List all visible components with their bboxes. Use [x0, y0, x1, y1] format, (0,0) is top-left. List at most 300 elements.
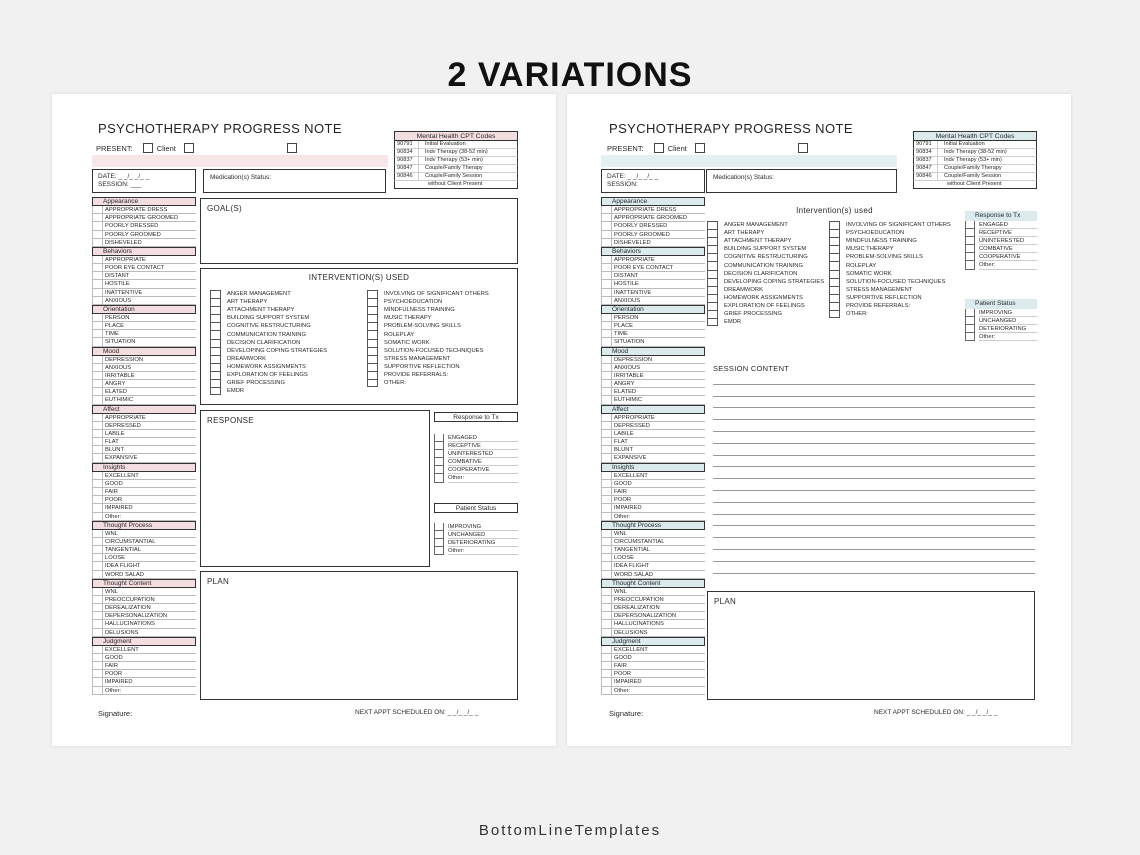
checklist-item[interactable] [92, 322, 196, 330]
checklist-item[interactable] [601, 538, 705, 546]
checkbox[interactable] [367, 314, 378, 322]
checkbox[interactable] [92, 422, 103, 429]
checkbox[interactable] [367, 363, 378, 371]
checklist-item[interactable] [92, 472, 196, 480]
date-session-box[interactable] [601, 169, 705, 193]
checklist-item[interactable] [92, 256, 196, 264]
option-item[interactable] [434, 466, 518, 474]
checkbox[interactable] [707, 245, 718, 253]
checkbox[interactable] [601, 504, 612, 511]
checkbox[interactable] [92, 687, 103, 694]
intervention-item[interactable] [210, 339, 327, 347]
response-box[interactable] [200, 410, 430, 567]
checklist-item[interactable] [601, 496, 705, 504]
option-item[interactable] [965, 317, 1037, 325]
checkbox[interactable] [601, 646, 612, 653]
checklist-item[interactable] [92, 562, 196, 570]
checklist-item[interactable] [92, 239, 196, 247]
checkbox[interactable] [210, 306, 221, 314]
checklist-item[interactable] [92, 438, 196, 446]
checkbox[interactable] [601, 256, 612, 263]
intervention-item[interactable] [707, 237, 824, 245]
checkbox[interactable] [92, 546, 103, 553]
present-checkbox-3[interactable] [798, 143, 808, 153]
checkbox[interactable] [92, 662, 103, 669]
checkbox[interactable] [601, 314, 612, 321]
checkbox[interactable] [367, 355, 378, 363]
intervention-item[interactable] [367, 314, 489, 322]
checkbox[interactable] [601, 380, 612, 387]
checklist-item[interactable] [92, 662, 196, 670]
checkbox[interactable] [92, 256, 103, 263]
checkbox[interactable] [707, 294, 718, 302]
checklist-item[interactable] [92, 372, 196, 380]
checkbox[interactable] [829, 237, 840, 245]
client-checkbox[interactable] [143, 143, 153, 153]
checkbox[interactable] [601, 454, 612, 461]
checklist-item[interactable] [92, 504, 196, 512]
checkbox[interactable] [92, 330, 103, 337]
checklist-item[interactable] [601, 646, 705, 654]
option-item[interactable] [965, 253, 1037, 261]
checklist-item[interactable] [601, 480, 705, 488]
checklist-item[interactable] [601, 662, 705, 670]
intervention-item[interactable] [367, 306, 489, 314]
checkbox[interactable] [92, 562, 103, 569]
checkbox[interactable] [829, 302, 840, 310]
checkbox[interactable] [92, 504, 103, 511]
intervention-item[interactable] [210, 330, 327, 338]
checklist-item[interactable] [92, 496, 196, 504]
intervention-item[interactable] [829, 221, 951, 229]
checkbox[interactable] [92, 530, 103, 537]
checkbox[interactable] [601, 297, 612, 304]
checkbox[interactable] [92, 264, 103, 271]
checklist-item[interactable] [601, 629, 705, 637]
checkbox[interactable] [707, 278, 718, 286]
intervention-item[interactable] [707, 310, 824, 318]
checkbox[interactable] [92, 496, 103, 503]
intervention-item[interactable] [707, 253, 824, 261]
intervention-item[interactable] [367, 355, 489, 363]
checkbox[interactable] [92, 206, 103, 213]
checkbox[interactable] [434, 474, 444, 482]
checkbox[interactable] [92, 446, 103, 453]
checklist-item[interactable] [601, 571, 705, 579]
intervention-item[interactable] [829, 261, 951, 269]
intervention-item[interactable] [367, 347, 489, 355]
checklist-item[interactable] [92, 571, 196, 579]
checkbox[interactable] [210, 314, 221, 322]
checkbox[interactable] [92, 654, 103, 661]
checklist-item[interactable] [601, 604, 705, 612]
checkbox[interactable] [707, 237, 718, 245]
checkbox[interactable] [601, 513, 612, 520]
checklist-item[interactable] [92, 596, 196, 604]
checklist-item[interactable] [92, 670, 196, 678]
checklist-item[interactable] [601, 289, 705, 297]
checklist-item[interactable] [601, 222, 705, 230]
checkbox[interactable] [92, 297, 103, 304]
intervention-item[interactable] [210, 314, 327, 322]
checklist-item[interactable] [92, 454, 196, 462]
checkbox[interactable] [367, 347, 378, 355]
checkbox[interactable] [601, 629, 612, 636]
intervention-item[interactable] [707, 302, 824, 310]
checkbox[interactable] [829, 221, 840, 229]
checkbox[interactable] [601, 446, 612, 453]
checklist-item[interactable] [601, 446, 705, 454]
checklist-item[interactable] [601, 670, 705, 678]
checkbox[interactable] [92, 388, 103, 395]
option-item[interactable] [434, 434, 518, 442]
intervention-item[interactable] [707, 286, 824, 294]
checklist-item[interactable] [92, 364, 196, 372]
checkbox[interactable] [965, 261, 975, 269]
checkbox[interactable] [210, 355, 221, 363]
checkbox[interactable] [829, 229, 840, 237]
checklist-item[interactable] [601, 612, 705, 620]
checklist-item[interactable] [92, 530, 196, 538]
checklist-item[interactable] [601, 414, 705, 422]
checkbox[interactable] [434, 531, 444, 539]
checkbox[interactable] [92, 314, 103, 321]
checkbox[interactable] [601, 430, 612, 437]
checkbox[interactable] [92, 322, 103, 329]
checkbox[interactable] [210, 322, 221, 330]
checklist-item[interactable] [92, 687, 196, 695]
checkbox[interactable] [601, 364, 612, 371]
checkbox[interactable] [434, 458, 444, 466]
checklist-item[interactable] [601, 388, 705, 396]
checkbox[interactable] [210, 347, 221, 355]
checklist-item[interactable] [601, 214, 705, 222]
checkbox[interactable] [601, 438, 612, 445]
intervention-item[interactable] [707, 229, 824, 237]
option-item[interactable] [965, 229, 1037, 237]
checkbox[interactable] [829, 253, 840, 261]
checklist-item[interactable] [601, 554, 705, 562]
checkbox[interactable] [92, 571, 103, 578]
checkbox[interactable] [601, 687, 612, 694]
checklist-item[interactable] [601, 687, 705, 695]
checkbox[interactable] [601, 480, 612, 487]
checklist-item[interactable] [92, 620, 196, 628]
checklist-item[interactable] [601, 588, 705, 596]
plan-box[interactable] [707, 591, 1035, 700]
intervention-item[interactable] [367, 298, 489, 306]
checklist-item[interactable] [601, 513, 705, 521]
checkbox[interactable] [829, 286, 840, 294]
checkbox[interactable] [601, 472, 612, 479]
checklist-item[interactable] [601, 314, 705, 322]
checkbox[interactable] [601, 206, 612, 213]
checkbox[interactable] [601, 356, 612, 363]
checklist-item[interactable] [92, 289, 196, 297]
intervention-item[interactable] [829, 270, 951, 278]
checkbox[interactable] [601, 488, 612, 495]
checklist-item[interactable] [92, 231, 196, 239]
checkbox[interactable] [965, 325, 975, 333]
intervention-item[interactable] [367, 371, 489, 379]
checklist-item[interactable] [92, 280, 196, 288]
intervention-item[interactable] [367, 290, 489, 298]
option-item[interactable] [434, 539, 518, 547]
intervention-item[interactable] [829, 302, 951, 310]
checklist-item[interactable] [92, 446, 196, 454]
checkbox[interactable] [92, 380, 103, 387]
checklist-item[interactable] [601, 488, 705, 496]
checkbox[interactable] [367, 330, 378, 338]
checkbox[interactable] [92, 364, 103, 371]
checkbox[interactable] [601, 620, 612, 627]
checkbox[interactable] [210, 363, 221, 371]
checkbox[interactable] [601, 222, 612, 229]
intervention-item[interactable] [829, 286, 951, 294]
checkbox[interactable] [92, 620, 103, 627]
checkbox[interactable] [434, 539, 444, 547]
checkbox[interactable] [601, 422, 612, 429]
intervention-item[interactable] [707, 221, 824, 229]
intervention-item[interactable] [210, 322, 327, 330]
checkbox[interactable] [210, 298, 221, 306]
checklist-item[interactable] [92, 646, 196, 654]
checkbox[interactable] [92, 239, 103, 246]
plan-box[interactable] [200, 571, 518, 700]
checklist-item[interactable] [601, 356, 705, 364]
checklist-item[interactable] [92, 222, 196, 230]
checkbox[interactable] [707, 310, 718, 318]
checklist-item[interactable] [92, 546, 196, 554]
checklist-item[interactable] [92, 330, 196, 338]
checklist-item[interactable] [601, 372, 705, 380]
checkbox[interactable] [601, 280, 612, 287]
intervention-item[interactable] [210, 298, 327, 306]
option-item[interactable] [965, 261, 1037, 269]
checkbox[interactable] [434, 450, 444, 458]
checkbox[interactable] [601, 231, 612, 238]
option-item[interactable] [434, 531, 518, 539]
checkbox[interactable] [965, 229, 975, 237]
checkbox[interactable] [601, 264, 612, 271]
checkbox[interactable] [92, 372, 103, 379]
checkbox[interactable] [92, 438, 103, 445]
checkbox[interactable] [92, 604, 103, 611]
intervention-item[interactable] [707, 245, 824, 253]
checkbox[interactable] [92, 396, 103, 403]
checkbox[interactable] [92, 588, 103, 595]
checklist-item[interactable] [601, 504, 705, 512]
checklist-item[interactable] [601, 272, 705, 280]
checkbox[interactable] [707, 270, 718, 278]
checkbox[interactable] [965, 237, 975, 245]
checkbox[interactable] [367, 306, 378, 314]
checkbox[interactable] [601, 604, 612, 611]
checkbox[interactable] [210, 290, 221, 298]
checkbox[interactable] [601, 670, 612, 677]
checkbox[interactable] [92, 480, 103, 487]
intervention-item[interactable] [367, 339, 489, 347]
checkbox[interactable] [707, 253, 718, 261]
checkbox[interactable] [210, 330, 221, 338]
checklist-item[interactable] [92, 396, 196, 404]
checkbox[interactable] [601, 530, 612, 537]
checkbox[interactable] [367, 339, 378, 347]
checklist-item[interactable] [601, 380, 705, 388]
intervention-item[interactable] [829, 229, 951, 237]
checklist-item[interactable] [92, 206, 196, 214]
checkbox[interactable] [367, 290, 378, 298]
option-item[interactable] [965, 309, 1037, 317]
checkbox[interactable] [601, 654, 612, 661]
intervention-item[interactable] [707, 318, 824, 326]
checklist-item[interactable] [92, 297, 196, 305]
checklist-item[interactable] [601, 546, 705, 554]
checklist-item[interactable] [601, 396, 705, 404]
checklist-item[interactable] [92, 388, 196, 396]
checklist-item[interactable] [601, 297, 705, 305]
checkbox[interactable] [965, 253, 975, 261]
checklist-item[interactable] [92, 314, 196, 322]
option-item[interactable] [965, 333, 1037, 341]
intervention-item[interactable] [829, 278, 951, 286]
checkbox[interactable] [367, 322, 378, 330]
checklist-item[interactable] [92, 488, 196, 496]
checkbox[interactable] [965, 309, 975, 317]
checklist-item[interactable] [601, 678, 705, 686]
checklist-item[interactable] [601, 530, 705, 538]
checkbox[interactable] [601, 330, 612, 337]
checkbox[interactable] [965, 245, 975, 253]
checklist-item[interactable] [92, 604, 196, 612]
checkbox[interactable] [92, 670, 103, 677]
checkbox[interactable] [210, 387, 221, 395]
checklist-item[interactable] [92, 588, 196, 596]
checkbox[interactable] [601, 678, 612, 685]
checkbox[interactable] [92, 222, 103, 229]
checkbox[interactable] [367, 371, 378, 379]
checkbox[interactable] [601, 338, 612, 345]
checkbox[interactable] [829, 278, 840, 286]
checklist-item[interactable] [92, 380, 196, 388]
intervention-item[interactable] [829, 294, 951, 302]
checkbox[interactable] [434, 466, 444, 474]
checklist-item[interactable] [92, 414, 196, 422]
checkbox[interactable] [92, 629, 103, 636]
checklist-item[interactable] [92, 612, 196, 620]
checklist-item[interactable] [601, 206, 705, 214]
checkbox[interactable] [367, 298, 378, 306]
checkbox[interactable] [92, 289, 103, 296]
checklist-item[interactable] [92, 356, 196, 364]
checkbox[interactable] [210, 339, 221, 347]
checklist-item[interactable] [601, 256, 705, 264]
medication-box[interactable] [203, 169, 386, 193]
checkbox[interactable] [92, 538, 103, 545]
checkbox[interactable] [92, 612, 103, 619]
checkbox[interactable] [601, 289, 612, 296]
option-item[interactable] [434, 458, 518, 466]
checklist-item[interactable] [601, 338, 705, 346]
checklist-item[interactable] [92, 678, 196, 686]
checkbox[interactable] [829, 310, 840, 318]
checklist-item[interactable] [601, 364, 705, 372]
checkbox[interactable] [601, 662, 612, 669]
goals-box[interactable] [200, 198, 518, 264]
option-item[interactable] [434, 450, 518, 458]
checkbox[interactable] [965, 317, 975, 325]
checkbox[interactable] [601, 596, 612, 603]
date-session-box[interactable] [92, 169, 196, 193]
intervention-item[interactable] [829, 245, 951, 253]
checkbox[interactable] [92, 272, 103, 279]
medication-box[interactable] [706, 169, 897, 193]
checkbox[interactable] [92, 596, 103, 603]
checkbox[interactable] [367, 379, 378, 387]
checklist-item[interactable] [92, 554, 196, 562]
checkbox[interactable] [601, 322, 612, 329]
checkbox[interactable] [92, 280, 103, 287]
checkbox[interactable] [434, 547, 444, 555]
checkbox[interactable] [210, 371, 221, 379]
checklist-item[interactable] [92, 214, 196, 222]
option-item[interactable] [434, 474, 518, 482]
option-item[interactable] [434, 547, 518, 555]
intervention-item[interactable] [707, 261, 824, 269]
present-checkbox-3[interactable] [287, 143, 297, 153]
intervention-item[interactable] [210, 306, 327, 314]
checkbox[interactable] [601, 214, 612, 221]
present-checkbox-2[interactable] [184, 143, 194, 153]
checkbox[interactable] [92, 678, 103, 685]
checkbox[interactable] [707, 286, 718, 294]
checkbox[interactable] [92, 356, 103, 363]
checkbox[interactable] [601, 496, 612, 503]
checkbox[interactable] [601, 414, 612, 421]
checklist-item[interactable] [92, 422, 196, 430]
option-item[interactable] [434, 442, 518, 450]
checklist-item[interactable] [92, 430, 196, 438]
intervention-item[interactable] [210, 387, 327, 395]
checkbox[interactable] [92, 472, 103, 479]
checkbox[interactable] [92, 554, 103, 561]
checkbox[interactable] [601, 272, 612, 279]
intervention-item[interactable] [707, 294, 824, 302]
checklist-item[interactable] [92, 654, 196, 662]
checkbox[interactable] [829, 245, 840, 253]
intervention-item[interactable] [829, 253, 951, 261]
checkbox[interactable] [601, 538, 612, 545]
checklist-item[interactable] [601, 330, 705, 338]
intervention-item[interactable] [707, 270, 824, 278]
checklist-item[interactable] [601, 596, 705, 604]
checkbox[interactable] [434, 523, 444, 531]
checklist-item[interactable] [92, 338, 196, 346]
client-checkbox[interactable] [654, 143, 664, 153]
present-checkbox-2[interactable] [695, 143, 705, 153]
session-content-area[interactable] [713, 364, 1035, 574]
checklist-item[interactable] [601, 264, 705, 272]
checklist-item[interactable] [601, 422, 705, 430]
checklist-item[interactable] [601, 438, 705, 446]
option-item[interactable] [434, 523, 518, 531]
checkbox[interactable] [601, 562, 612, 569]
checkbox[interactable] [210, 379, 221, 387]
intervention-item[interactable] [210, 347, 327, 355]
checkbox[interactable] [829, 261, 840, 269]
checklist-item[interactable] [601, 280, 705, 288]
checkbox[interactable] [601, 239, 612, 246]
